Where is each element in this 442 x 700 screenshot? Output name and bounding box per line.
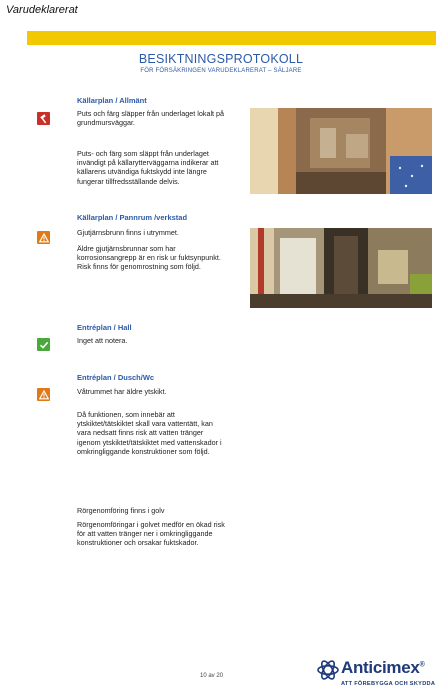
check-icon xyxy=(37,338,50,351)
document-header: Varudeklarerat xyxy=(6,4,78,16)
header-bar xyxy=(27,31,436,45)
warning-icon xyxy=(37,388,50,401)
section-paragraph: Gjutjärnsbrunn finns i utrymmet. xyxy=(77,228,179,237)
anticimex-logo xyxy=(317,656,439,696)
section-paragraph: Då funktionen, som innebär att ytskiktet/tätskiktet skall vara vattentätt, kan vara nedsatt finns risk att vatten tränger igenom ytskiktet/tätskiktet med vattenskador i omkringliggande konstruktioner som följd. xyxy=(77,410,222,456)
section-title-kallarplan-pannrum: Källarplan / Pannrum /verkstad xyxy=(77,213,188,222)
hammer-icon xyxy=(37,112,50,125)
page-title: BESIKTNINGSPROTOKOLL xyxy=(138,52,304,66)
section-title-kallarplan-allmant: Källarplan / Allmänt xyxy=(77,96,147,105)
section-paragraph: Rörgenomföringar i golvet medför en ökad risk för att vatten tränger ner i omkringliggande konstruktioner och orsakar fuktskador. xyxy=(77,520,225,548)
page-number: 10 av 20 xyxy=(200,673,224,679)
section-paragraph: Rörgenomföring finns i golv xyxy=(77,506,165,515)
section-paragraph: Puts- och färg som släppt från underlaget invändigt på källarytterväggarna indikerar att källarens utvändiga fuktskydd inte längre fungerar tillfredsställande delvis. xyxy=(77,149,219,186)
warning-icon xyxy=(37,231,50,244)
page-subtitle: FÖR FÖRSÄKRINGEN VARUDEKLARERAT – SÄLJARE xyxy=(140,68,302,74)
section-paragraph: Äldre gjutjärnsbrunnar som har korrosionsangrepp är en risk ur fuktsynpunkt. Risk finns för genomrostning som följd. xyxy=(77,244,221,272)
section-paragraph: Puts och färg släpper från underlaget lokalt på grundmursväggar. xyxy=(77,109,225,128)
inspection-photo-basement-wall xyxy=(250,108,432,194)
logo-tagline: ATT FÖREBYGGA OCH SKYDDA xyxy=(341,681,436,687)
section-title-entreplan-dusch-wc: Entréplan / Dusch/Wc xyxy=(77,373,155,382)
logo-wordmark: Anticimex® xyxy=(341,658,425,677)
section-title-entreplan-hall: Entréplan / Hall xyxy=(77,323,132,332)
anticimex-mark-icon xyxy=(317,659,339,681)
section-paragraph: Våtrummet har äldre ytskikt. xyxy=(77,387,167,396)
section-paragraph: Inget att notera. xyxy=(77,336,128,345)
inspection-photo-boiler-room xyxy=(250,228,432,308)
